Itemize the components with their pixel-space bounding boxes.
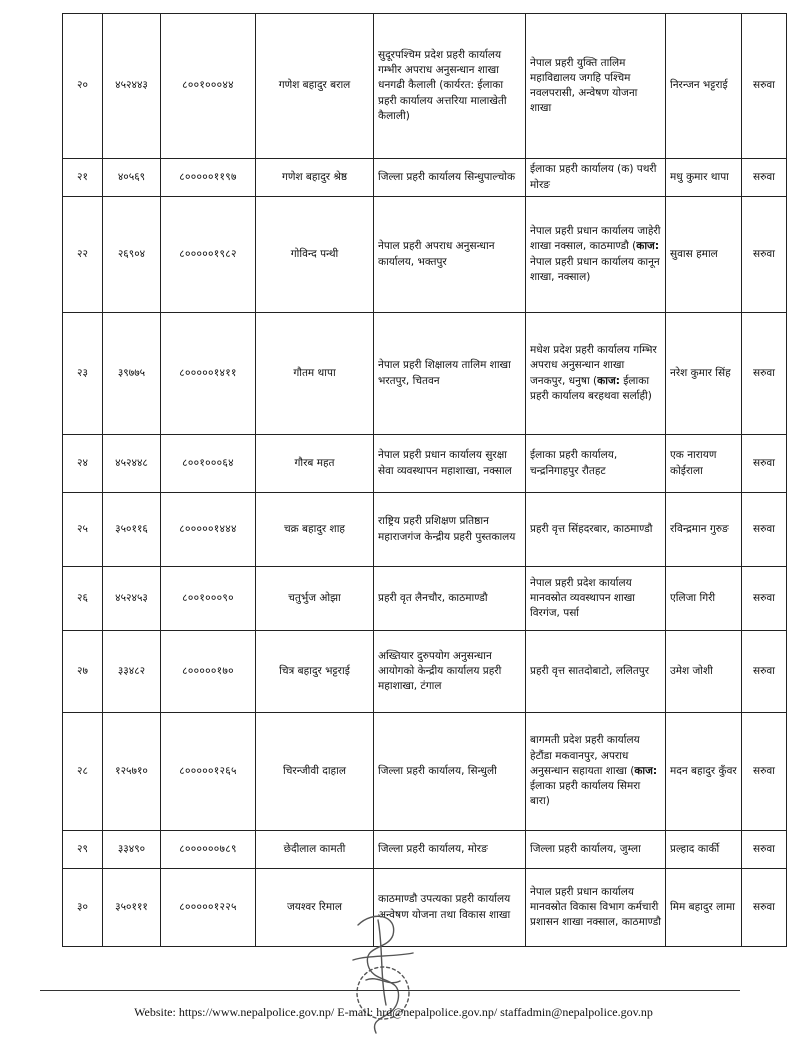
action-cell: सरुवा [742, 14, 787, 159]
new-office-cell [526, 313, 666, 435]
action-cell: सरुवा [742, 713, 787, 831]
code-number-cell: ८००१०००४४ [161, 14, 256, 159]
replacement-officer-cell: एलिजा गिरी [666, 567, 742, 631]
from-office-text: जिल्ला प्रहरी कार्यालय, मोरङ [378, 842, 488, 855]
police-id-cell: ४०५६९ [103, 159, 161, 197]
serial-number-cell: २४ [63, 435, 103, 493]
action-cell: सरुवा [742, 159, 787, 197]
from-office-text: नेपाल प्रहरी अपराध अनुसन्धान कार्यालय, भक्तपुर [378, 240, 495, 268]
to-office-note: (काज: ईलाका प्रहरी कार्यालय बरहथवा सर्लाही) [530, 374, 652, 402]
officer-name-cell: छेदीलाल कामती [256, 831, 374, 869]
code-number-cell: ८०००००१४४४ [161, 493, 256, 567]
action-cell: सरुवा [742, 831, 787, 869]
code-number-cell: ८०००००१४११ [161, 313, 256, 435]
serial-number-cell: २७ [63, 631, 103, 713]
new-office-cell [526, 713, 666, 831]
action-cell: सरुवा [742, 313, 787, 435]
police-id-cell: १२५७१० [103, 713, 161, 831]
table-row [63, 493, 787, 567]
replacement-officer-cell: निरन्जन भट्टराई [666, 14, 742, 159]
current-office-cell [374, 493, 526, 567]
table-row [63, 313, 787, 435]
action-cell: सरुवा [742, 435, 787, 493]
current-office-cell [374, 313, 526, 435]
new-office-cell [526, 831, 666, 869]
table-row [63, 713, 787, 831]
code-number-cell: ८००१०००६४ [161, 435, 256, 493]
to-office-text: ईलाका प्रहरी कार्यालय, चन्द्रनिगाहपुर रौतहट [530, 449, 618, 477]
table-row [63, 435, 787, 493]
replacement-officer-cell: एक नारायण कोईराला [666, 435, 742, 493]
to-office-text: बागमती प्रदेश प्रहरी कार्यालय हेटौंडा मकवानपुर, अपराध अनुसन्धान सहायता शाखा [530, 734, 640, 777]
serial-number-cell: २३ [63, 313, 103, 435]
officer-name-cell: जयश्वर रिमाल [256, 869, 374, 947]
from-office-note: (कार्यरत: ईलाका प्रहरी कार्यालय अत्तरिया मालाखेती कैलाली) [378, 79, 507, 122]
current-office-cell [374, 713, 526, 831]
serial-number-cell: २५ [63, 493, 103, 567]
officer-name-cell: गोविन्द पन्थी [256, 197, 374, 313]
replacement-officer-cell: मिम बहादुर लामा [666, 869, 742, 947]
replacement-officer-cell: सुवास हमाल [666, 197, 742, 313]
police-id-cell: ४५२४४३ [103, 14, 161, 159]
current-office-cell [374, 159, 526, 197]
from-office-text: प्रहरी वृत लैनचौर, काठमाण्डौ [378, 591, 488, 604]
code-number-cell: ८०००००१९८२ [161, 197, 256, 313]
footer-contact: Website: https://www.nepalpolice.gov.np/ E-mail: hrd@nepalpolice.gov.np/ staffadmin@nepalpolice.gov.np [134, 1005, 653, 1019]
from-office-text: जिल्ला प्रहरी कार्यालय, सिन्धुली [378, 764, 497, 777]
table-row [63, 159, 787, 197]
police-id-cell: ४५२४४८ [103, 435, 161, 493]
code-number-cell: ८००००००७८९ [161, 831, 256, 869]
serial-number-cell: ३० [63, 869, 103, 947]
footer-divider [40, 990, 740, 991]
officer-name-cell: गणेश बहादुर बराल [256, 14, 374, 159]
serial-number-cell: २८ [63, 713, 103, 831]
code-number-cell: ८०००००११९७ [161, 159, 256, 197]
signature-stamp [338, 905, 428, 1045]
table-row [63, 14, 787, 159]
officer-name-cell: गौरब महत [256, 435, 374, 493]
to-office-text: प्रहरी वृत्त सिंहदरबार, काठमाण्डौ [530, 522, 653, 535]
from-office-text: नेपाल प्रहरी शिक्षालय तालिम शाखा भरतपुर, चितवन [378, 359, 511, 387]
new-office-cell [526, 567, 666, 631]
code-number-cell: ८००१०००९० [161, 567, 256, 631]
action-cell: सरुवा [742, 631, 787, 713]
police-id-cell: ३३४९० [103, 831, 161, 869]
from-office-text: राष्ट्रिय प्रहरी प्रशिक्षण प्रतिष्ठान महाराजगंज केन्द्रीय प्रहरी पुस्तकालय [378, 515, 516, 543]
new-office-cell [526, 631, 666, 713]
new-office-cell [526, 493, 666, 567]
action-cell: सरुवा [742, 197, 787, 313]
current-office-cell [374, 831, 526, 869]
replacement-officer-cell: नरेश कुमार सिंह [666, 313, 742, 435]
police-id-cell: ३५०१११ [103, 869, 161, 947]
police-id-cell: ३३४८२ [103, 631, 161, 713]
officer-name-cell: चिरन्जीवी दाहाल [256, 713, 374, 831]
action-cell: सरुवा [742, 493, 787, 567]
serial-number-cell: २९ [63, 831, 103, 869]
from-office-text: काठमाण्डौ उपत्यका प्रहरी कार्यालय अन्वेषण योजना तथा विकास शाखा [378, 893, 511, 921]
new-office-cell [526, 435, 666, 493]
to-office-note: (काज: नेपाल प्रहरी प्रधान कार्यालय कानून शाखा, नक्साल) [530, 240, 660, 283]
police-id-cell: ३५०११६ [103, 493, 161, 567]
new-office-cell [526, 197, 666, 313]
deputation-label: काज: [636, 240, 660, 253]
from-office-text: अख्तियार दुरुपयोग अनुसन्धान आयोगको केन्द्रीय कार्यालय प्रहरी महाशाखा, टंगाल [378, 649, 502, 693]
from-office-text: नेपाल प्रहरी प्रधान कार्यालय सुरक्षा सेवा व्यवस्थापन महाशाखा, नक्साल [378, 449, 512, 477]
deputation-label: काज: [634, 764, 658, 777]
to-office-text: प्रहरी वृत्त सातदोबाटो, ललितपुर [530, 664, 650, 677]
to-office-text: नेपाल प्रहरी प्रधान कार्यालय जाहेरी शाखा नक्साल, काठमाण्डौ [530, 225, 661, 253]
deputation-label: काज: [597, 374, 620, 387]
table-row [63, 831, 787, 869]
serial-number-cell: २१ [63, 159, 103, 197]
transfer-roster-table [62, 13, 787, 947]
officer-name-cell: चतुर्भुज ओझा [256, 567, 374, 631]
replacement-officer-cell: प्रल्हाद कार्की [666, 831, 742, 869]
action-cell: सरुवा [742, 567, 787, 631]
new-office-cell [526, 14, 666, 159]
to-office-note: (काज: ईलाका प्रहरी कार्यालय सिमरा बारा) [530, 764, 658, 808]
to-office-text: नेपाल प्रहरी प्रदेश कार्यालय मानवस्रोत व्यवस्थापन शाखा विरगंज, पर्सा [530, 576, 636, 620]
serial-number-cell: २६ [63, 567, 103, 631]
replacement-officer-cell: रविन्द्रमान गुरुङ [666, 493, 742, 567]
current-office-cell [374, 14, 526, 159]
action-cell: सरुवा [742, 869, 787, 947]
officer-name-cell: चित्र बहादुर भट्टराई [256, 631, 374, 713]
officer-name-cell: चक्र बहादुर शाह [256, 493, 374, 567]
police-id-cell: २६९०४ [103, 197, 161, 313]
officer-name-cell: गणेश बहादुर श्रेष्ठ [256, 159, 374, 197]
serial-number-cell: २० [63, 14, 103, 159]
to-office-text: जिल्ला प्रहरी कार्यालय, जुम्ला [530, 842, 641, 855]
current-office-cell [374, 197, 526, 313]
police-id-cell: ४५२४५३ [103, 567, 161, 631]
replacement-officer-cell: मधु कुमार थापा [666, 159, 742, 197]
to-office-text: ईलाका प्रहरी कार्यालय (क) पथरी मोरङ [530, 163, 657, 191]
serial-number-cell: २२ [63, 197, 103, 313]
code-number-cell: ८०००००१२२५ [161, 869, 256, 947]
code-number-cell: ८०००००१२६५ [161, 713, 256, 831]
from-office-text: जिल्ला प्रहरी कार्यालय सिन्धुपाल्चोक [378, 170, 516, 183]
officer-name-cell: गौतम थापा [256, 313, 374, 435]
new-office-cell [526, 159, 666, 197]
police-id-cell: ३९७७५ [103, 313, 161, 435]
current-office-cell [374, 631, 526, 713]
replacement-officer-cell: मदन बहादुर कुँवर [666, 713, 742, 831]
from-office-text: सुदूरपश्चिम प्रदेश प्रहरी कार्यालय गम्भीर अपराध अनुसन्धान शाखा धनगढी कैलाली [378, 48, 502, 92]
code-number-cell: ८०००००१७० [161, 631, 256, 713]
current-office-cell [374, 435, 526, 493]
new-office-cell [526, 869, 666, 947]
table-row [63, 197, 787, 313]
to-office-text: नेपाल प्रहरी प्रधान कार्यालय मानवस्रोत विकास विभाग कर्मचारी प्रशासन शाखा नक्साल, काठमाण्डौ [530, 885, 661, 929]
table-row [63, 631, 787, 713]
replacement-officer-cell: उमेश जोशी [666, 631, 742, 713]
to-office-text: नेपाल प्रहरी युक्ति तालिम महाविद्यालय जगहि पश्चिम नवलपरासी, अन्वेषण योजना शाखा [530, 56, 638, 115]
table-row [63, 567, 787, 631]
to-office-text: मधेश प्रदेश प्रहरी कार्यालय गम्भिर अपराध अनुसन्धान शाखा जनकपुर, धनुषा [530, 344, 657, 387]
current-office-cell [374, 567, 526, 631]
